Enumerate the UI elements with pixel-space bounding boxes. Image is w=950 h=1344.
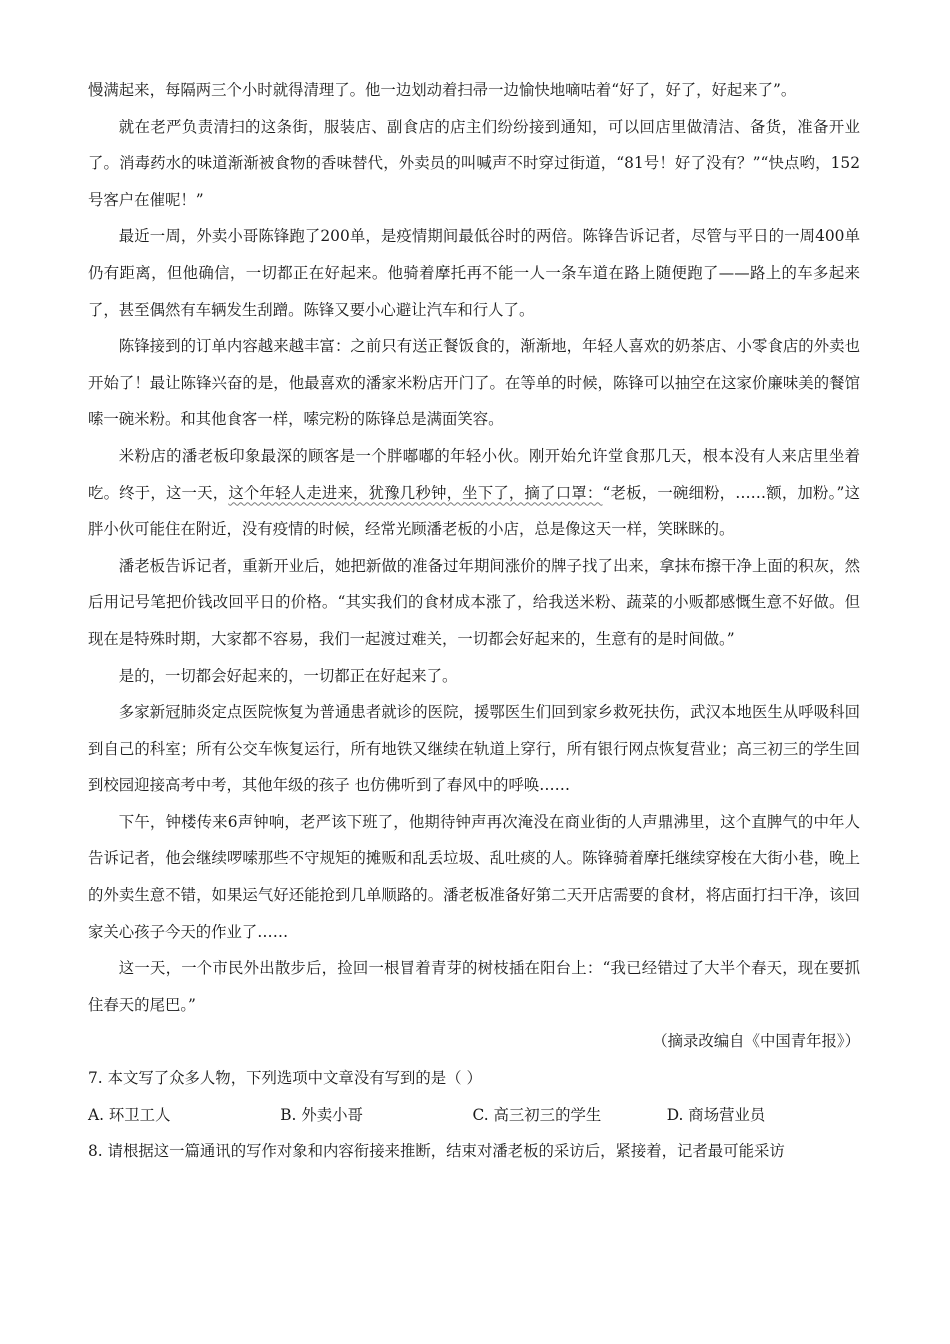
option-a: A. 环卫工人	[88, 1105, 171, 1124]
paragraph-0: 慢满起来，每隔两三个小时就得清理了。他一边划动着扫帚一边愉快地嘀咕着“好了，好了，好起来了”。	[88, 81, 797, 99]
option-b: B. 外卖小哥	[280, 1105, 363, 1124]
paragraph-3: 陈锋接到的订单内容越来越丰富：之前只有送正餐饭食的，渐渐地，年轻人喜欢的奶茶店、小零食店的外卖也开始了！最让陈锋兴奋的是，他最喜欢的潘家米粉店开门了。在等单的时候，陈锋可以抽空在这家价廉味美的餐馆嗦一碗米粉。和其他食客一样，嗦完粉的陈锋总是满面笑容。	[88, 337, 860, 429]
question-7: 7. 本文写了众多人物，下列选项中文章没有写到的是（ ）	[88, 1069, 482, 1088]
paragraph-2: 最近一周，外卖小哥陈锋跑了200单，是疫情期间最低谷时的两倍。陈锋告诉记者，尽管与平日的一周400单仍有距离，但他确信，一切都正在好起来。他骑着摩托再不能一人一条车道在路上随便跑了——路上的车多起来了，甚至偶然有车辆发生刮蹭。陈锋又要小心避让汽车和行人了。	[88, 227, 860, 319]
paragraph-9: 这一天，一个市民外出散步后，捡回一根冒着青芽的树枝插在阳台上：“我已经错过了大半个春天，现在要抓住春天的尾巴。”	[88, 959, 860, 1014]
underlined-sentence: 这个年轻人走进来，犹豫几秒钟，坐下了，摘了口罩：	[228, 483, 603, 502]
question-7-options	[88, 1097, 860, 1134]
paragraph-5: 潘老板告诉记者，重新开业后，她把新做的准备过年期间涨价的牌子找了出来，拿抹布擦干净上面的积灰，然后用记号笔把价钱改回平日的价格。“其实我们的食材成本涨了，给我送米粉、蔬菜的小贩都感慨生意不好做。但现在是特殊时期，大家都不容易，我们一起渡过难关，一切都会好起来的，生意有的是时间做。”	[88, 556, 860, 648]
paragraph-8: 下午，钟楼传来6声钟响，老严该下班了，他期待钟声再次淹没在商业街的人声鼎沸里，这个直脾气的中年人告诉记者，他会继续啰嗦那些不守规矩的摊贩和乱丢垃圾、乱吐痰的人。陈锋骑着摩托继续穿梭在大街小巷，晚上的外卖生意不错，如果运气好还能抢到几单顺路的。潘老板准备好第二天开店需要的食材，将店面打扫干净，该回家关心孩子今天的作业了……	[88, 812, 860, 941]
question-8: 8. 请根据这一篇通讯的写作对象和内容衔接来推断，结束对潘老板的采访后，紧接着，记者最可能采访	[88, 1142, 785, 1161]
source-citation: （摘录改编自《中国青年报》）	[652, 1032, 860, 1051]
paragraph-4-part-c: “老板，一碗细粉，……额，加粉。”这胖小伙可能住在附近，没有疫情的时候，经常光顾潘老板的小店，总是像这天一样，笑眯眯的。	[88, 483, 860, 539]
paragraph-4	[88, 438, 860, 548]
paragraph-1: 就在老严负责清扫的这条街，服装店、副食店的店主们纷纷接到通知，可以回店里做清洁、备货，准备开业了。消毒药水的味道渐渐被食物的香味替代，外卖员的叫喊声不时穿过街道，“81号！好了没有？”“快点哟，152号客户在催呢！”	[88, 117, 860, 209]
paragraph-6: 是的，一切都会好起来的，一切都正在好起来了。	[118, 666, 458, 685]
document-page	[88, 72, 860, 1170]
paragraph-4-part-a: 米粉店的潘老板印象最深的顾客是一个胖嘟嘟的年轻小伙。刚开始允许堂食那几天，根本没有人来店里坐着吃。终于，这一天，	[88, 446, 860, 502]
option-c: C. 高三初三的学生	[472, 1105, 602, 1124]
paragraph-7: 多家新冠肺炎定点医院恢复为普通患者就诊的医院，援鄂医生们回到家乡救死扶伤，武汉本地医生从呼吸科回到自己的科室；所有公交车恢复运行，所有地铁又继续在轨道上穿行，所有银行网点恢复营业；高三初三的学生回到校园迎接高考中考，其他年级的孩子 也仿佛听到了春风中的呼唤……	[88, 703, 860, 795]
option-d: D. 商场营业员	[666, 1105, 766, 1124]
